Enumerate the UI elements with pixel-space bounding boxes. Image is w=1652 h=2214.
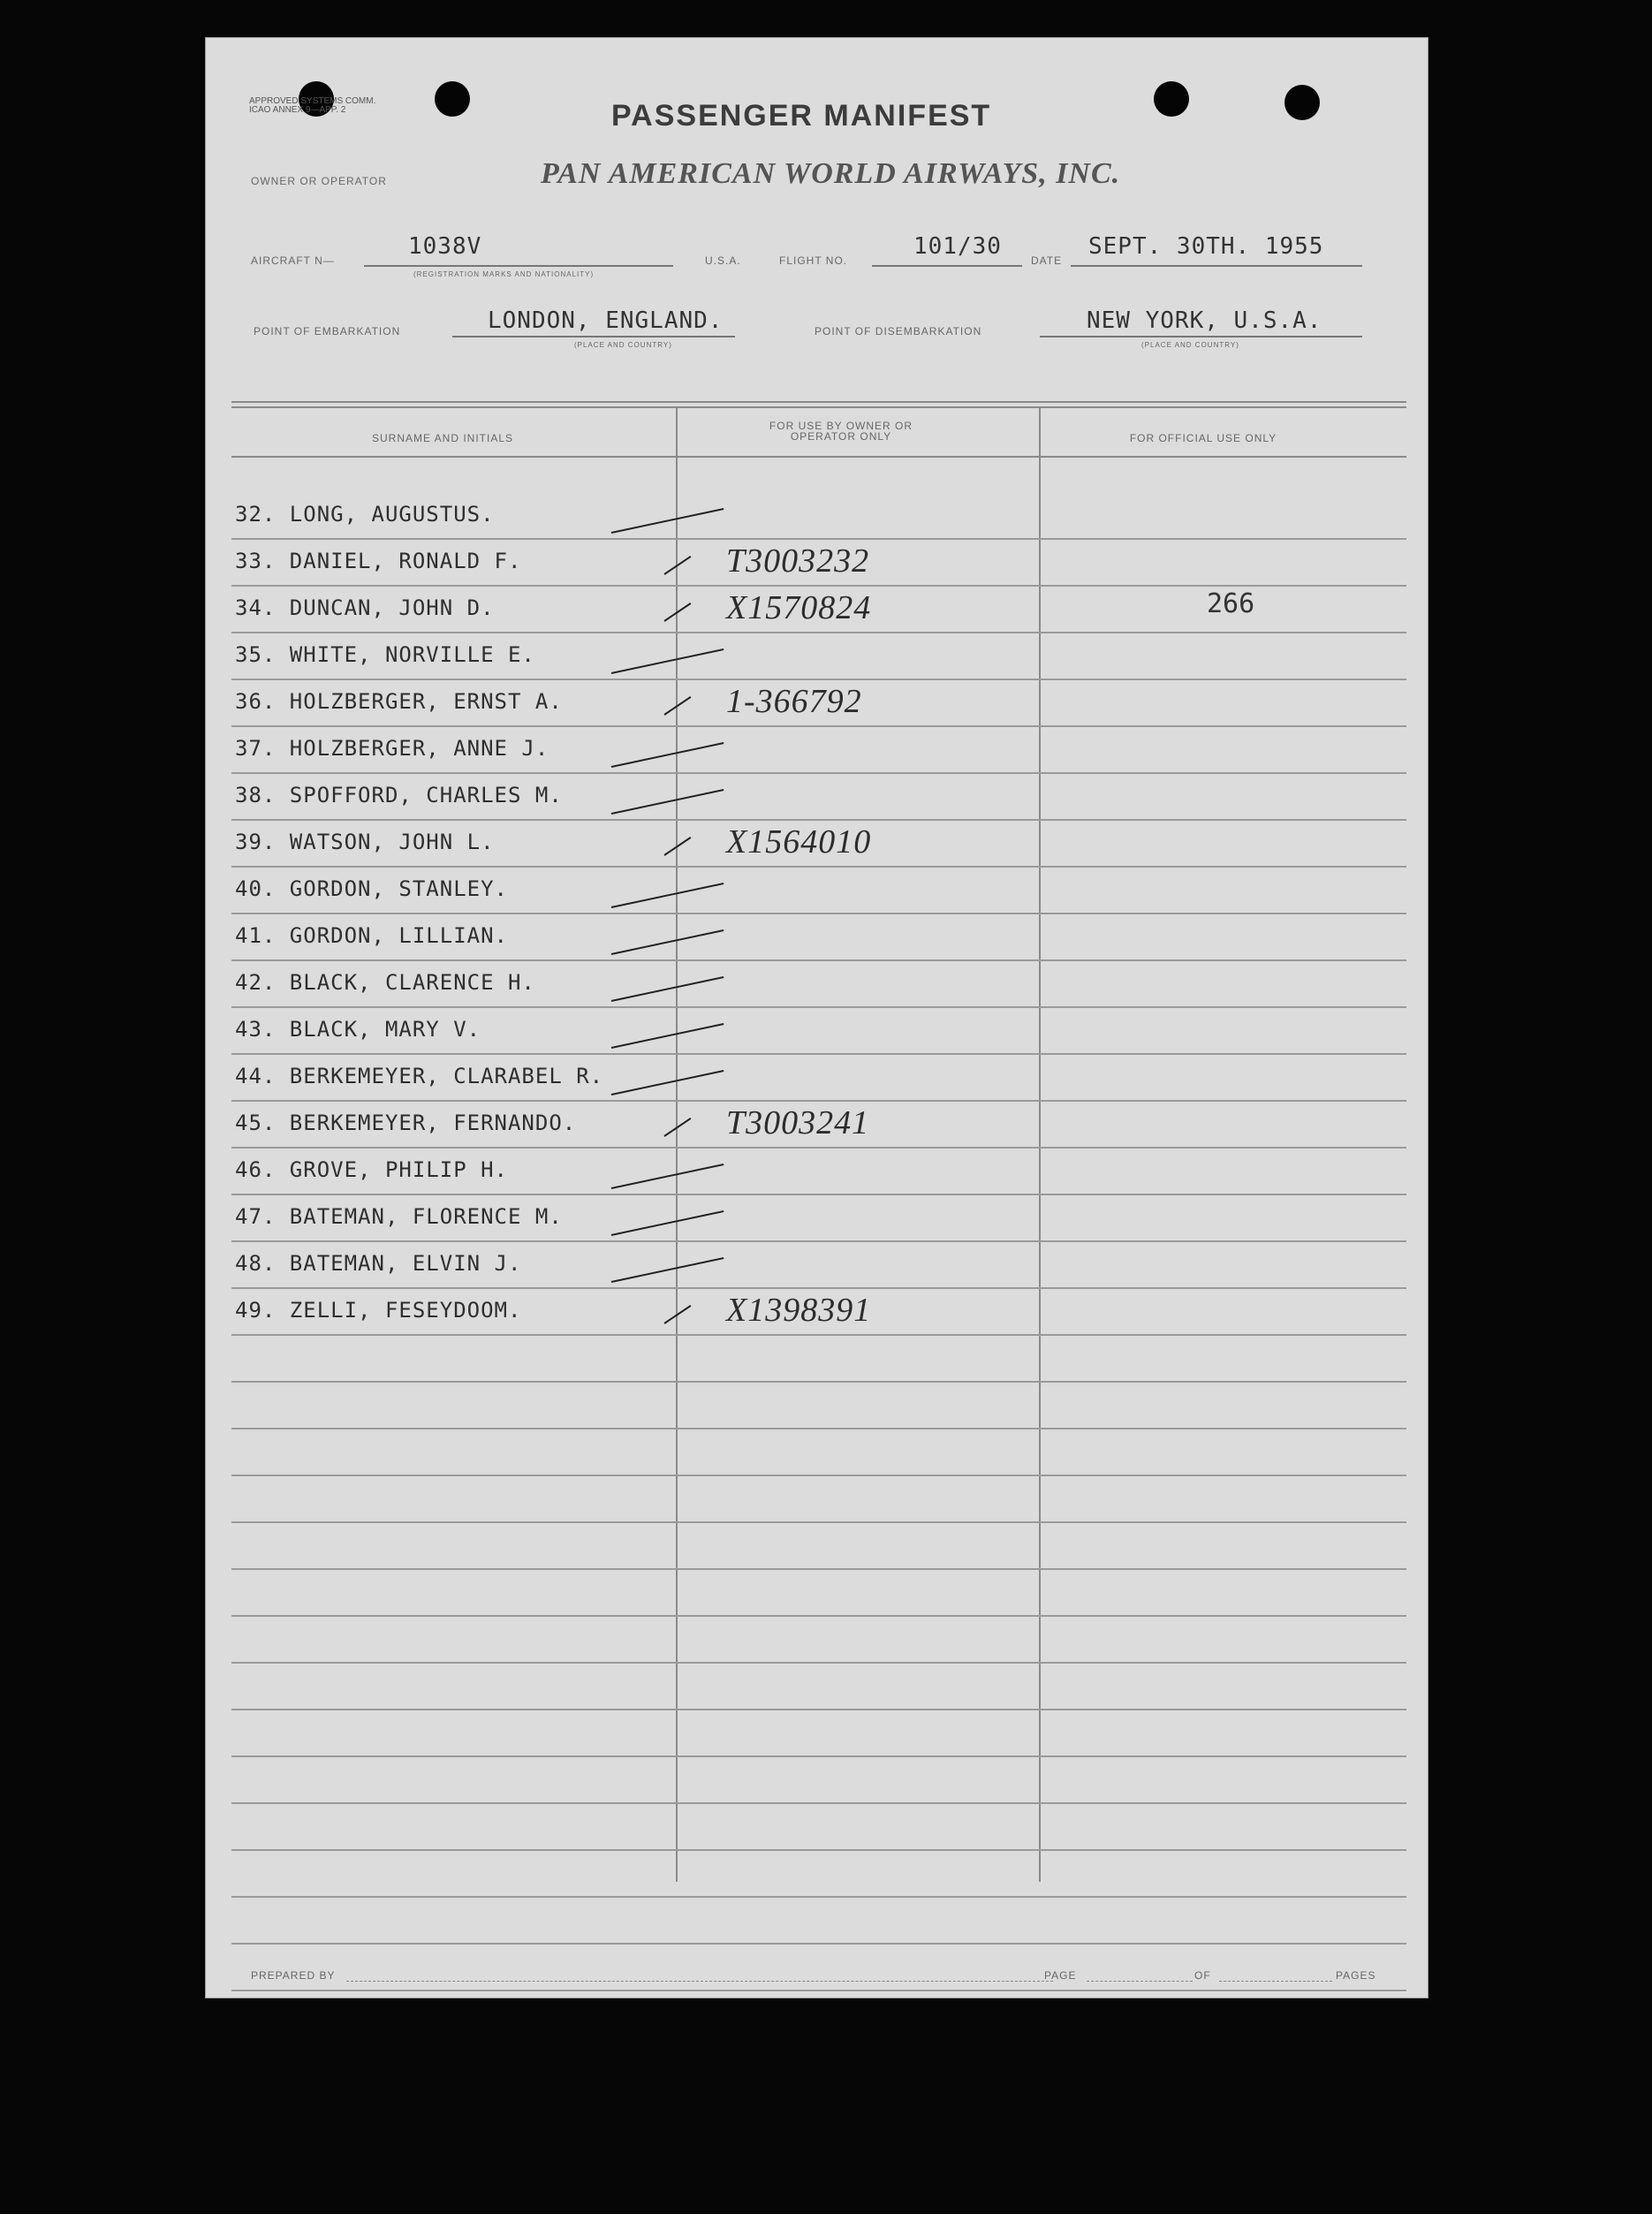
table-row bbox=[231, 772, 1406, 821]
disembark-label: POINT OF DISEMBARKATION bbox=[815, 325, 982, 337]
check-mark-icon bbox=[611, 508, 724, 534]
approved-note: APPROVED SYSTEMS COMM. ICAO ANNEX 9—APP. 2 bbox=[249, 96, 376, 115]
operator-name: PAN AMERICAN WORLD AIRWAYS, INC. bbox=[541, 157, 1121, 190]
of-line bbox=[1219, 1981, 1332, 1982]
blank-row bbox=[231, 1475, 1406, 1523]
check-mark-icon bbox=[611, 789, 724, 815]
col-owner-use: FOR USE BY OWNER OR OPERATOR ONLY bbox=[769, 420, 913, 443]
passenger-name: 47. BATEMAN, FLORENCE M. bbox=[235, 1204, 563, 1229]
check-mark-icon bbox=[611, 742, 724, 768]
flight-date: SEPT. 30TH. 1955 bbox=[1088, 233, 1324, 260]
page-label: PAGE bbox=[1044, 1969, 1077, 1982]
check-mark-icon bbox=[611, 976, 724, 1002]
table-top-rule bbox=[231, 401, 1406, 403]
table-row bbox=[231, 1006, 1406, 1055]
embark-label: POINT OF EMBARKATION bbox=[254, 325, 401, 337]
prepared-by-line bbox=[346, 1981, 1053, 1982]
blank-row bbox=[231, 1943, 1406, 1991]
disembark-note: (PLACE AND COUNTRY) bbox=[1141, 341, 1239, 349]
owner-note: X1398391 bbox=[726, 1292, 872, 1329]
punch-hole bbox=[435, 81, 470, 117]
prepared-by-label: PREPARED BY bbox=[251, 1969, 336, 1982]
passenger-name: 48. BATEMAN, ELVIN J. bbox=[235, 1251, 522, 1276]
table-row bbox=[231, 1194, 1406, 1242]
manifest-sheet bbox=[205, 37, 1428, 1998]
check-mark-icon bbox=[611, 1257, 724, 1283]
table-row bbox=[231, 1240, 1406, 1289]
col-official-use: FOR OFFICIAL USE ONLY bbox=[1129, 432, 1277, 444]
passenger-name: 36. HOLZBERGER, ERNST A. bbox=[235, 689, 563, 714]
blank-row bbox=[231, 1755, 1406, 1804]
table-row bbox=[231, 959, 1406, 1008]
owner-label: OWNER OR OPERATOR bbox=[251, 175, 387, 187]
aircraft-value: 1038V bbox=[408, 233, 482, 260]
blank-row bbox=[231, 1568, 1406, 1617]
date-underline bbox=[1071, 265, 1362, 267]
embark-note: (PLACE AND COUNTRY) bbox=[574, 341, 672, 349]
punch-hole bbox=[1284, 85, 1320, 120]
header-rule bbox=[231, 456, 1406, 458]
passenger-name: 32. LONG, AUGUSTUS. bbox=[235, 502, 495, 527]
owner-note: X1564010 bbox=[726, 823, 872, 861]
table-row bbox=[231, 1147, 1406, 1195]
table-row bbox=[231, 538, 1406, 587]
blank-row bbox=[231, 1896, 1406, 1945]
owner-note: 1-366792 bbox=[726, 683, 862, 720]
embark-value: LONDON, ENGLAND. bbox=[488, 307, 724, 334]
aircraft-label: AIRCRAFT N— bbox=[251, 254, 335, 267]
check-mark-icon bbox=[663, 556, 691, 575]
passenger-name: 40. GORDON, STANLEY. bbox=[235, 876, 508, 901]
punch-hole bbox=[1154, 81, 1189, 117]
blank-row bbox=[231, 1849, 1406, 1898]
passenger-name: 46. GROVE, PHILIP H. bbox=[235, 1157, 508, 1182]
passenger-name: 41. GORDON, LILLIAN. bbox=[235, 923, 508, 948]
check-mark-icon bbox=[611, 1210, 724, 1236]
page-line bbox=[1087, 1981, 1193, 1982]
table-row bbox=[231, 491, 1406, 540]
official-entry: 266 bbox=[1207, 588, 1255, 619]
check-mark-icon bbox=[611, 1070, 724, 1096]
aircraft-underline bbox=[364, 265, 673, 267]
passenger-name: 38. SPOFFORD, CHARLES M. bbox=[235, 783, 563, 808]
table-row bbox=[231, 1053, 1406, 1102]
passenger-name: 49. ZELLI, FESEYDOOM. bbox=[235, 1298, 522, 1323]
blank-row bbox=[231, 1802, 1406, 1851]
blank-row bbox=[231, 1428, 1406, 1476]
flight-number: 101/30 bbox=[913, 233, 1002, 260]
col-surname: SURNAME AND INITIALS bbox=[371, 432, 514, 444]
blank-row bbox=[231, 1662, 1406, 1710]
owner-note: T3003241 bbox=[726, 1104, 870, 1141]
blank-row bbox=[231, 1709, 1406, 1757]
passenger-name: 33. DANIEL, RONALD F. bbox=[235, 549, 522, 573]
table-row bbox=[231, 632, 1406, 680]
check-mark-icon bbox=[663, 1118, 691, 1137]
of-label: OF bbox=[1194, 1969, 1211, 1982]
flight-label: FLIGHT NO. bbox=[779, 254, 848, 267]
table-row bbox=[231, 1100, 1406, 1149]
blank-row bbox=[231, 1334, 1406, 1383]
passenger-name: 43. BLACK, MARY V. bbox=[235, 1017, 481, 1042]
disembark-value: NEW YORK, U.S.A. bbox=[1087, 307, 1322, 334]
table-row bbox=[231, 725, 1406, 774]
passenger-name: 42. BLACK, CLARENCE H. bbox=[235, 970, 535, 995]
table-row bbox=[231, 679, 1406, 727]
disembark-underline bbox=[1040, 336, 1362, 337]
check-mark-icon bbox=[611, 929, 724, 955]
table-row bbox=[231, 913, 1406, 961]
manifest-title: PASSENGER MANIFEST bbox=[611, 99, 992, 133]
table-row bbox=[231, 1287, 1406, 1336]
passenger-name: 45. BERKEMEYER, FERNANDO. bbox=[235, 1111, 577, 1135]
check-mark-icon bbox=[611, 648, 724, 674]
table-row bbox=[231, 585, 1406, 633]
owner-note: T3003232 bbox=[726, 542, 870, 580]
date-label: DATE bbox=[1031, 254, 1063, 267]
passenger-name: 39. WATSON, JOHN L. bbox=[235, 830, 495, 854]
owner-note: X1570824 bbox=[726, 589, 872, 626]
passenger-name: 44. BERKEMEYER, CLARABEL R. bbox=[235, 1064, 604, 1088]
registration-note: (REGISTRATION MARKS AND NATIONALITY) bbox=[413, 270, 595, 278]
blank-row bbox=[231, 1381, 1406, 1429]
embark-underline bbox=[452, 336, 735, 337]
check-mark-icon bbox=[611, 883, 724, 908]
blank-row bbox=[231, 1521, 1406, 1570]
usa-label: U.S.A. bbox=[705, 254, 741, 267]
check-mark-icon bbox=[663, 603, 691, 622]
flight-underline bbox=[872, 265, 1022, 267]
pages-label: PAGES bbox=[1336, 1969, 1376, 1982]
check-mark-icon bbox=[663, 696, 691, 716]
check-mark-icon bbox=[663, 837, 691, 856]
blank-row bbox=[231, 1615, 1406, 1664]
check-mark-icon bbox=[611, 1164, 724, 1189]
passenger-name: 37. HOLZBERGER, ANNE J. bbox=[235, 736, 549, 761]
table-top-rule bbox=[231, 406, 1406, 408]
passenger-name: 35. WHITE, NORVILLE E. bbox=[235, 642, 535, 667]
table-row bbox=[231, 866, 1406, 914]
passenger-name: 34. DUNCAN, JOHN D. bbox=[235, 595, 495, 620]
check-mark-icon bbox=[611, 1023, 724, 1049]
table-row bbox=[231, 819, 1406, 868]
check-mark-icon bbox=[663, 1305, 691, 1324]
